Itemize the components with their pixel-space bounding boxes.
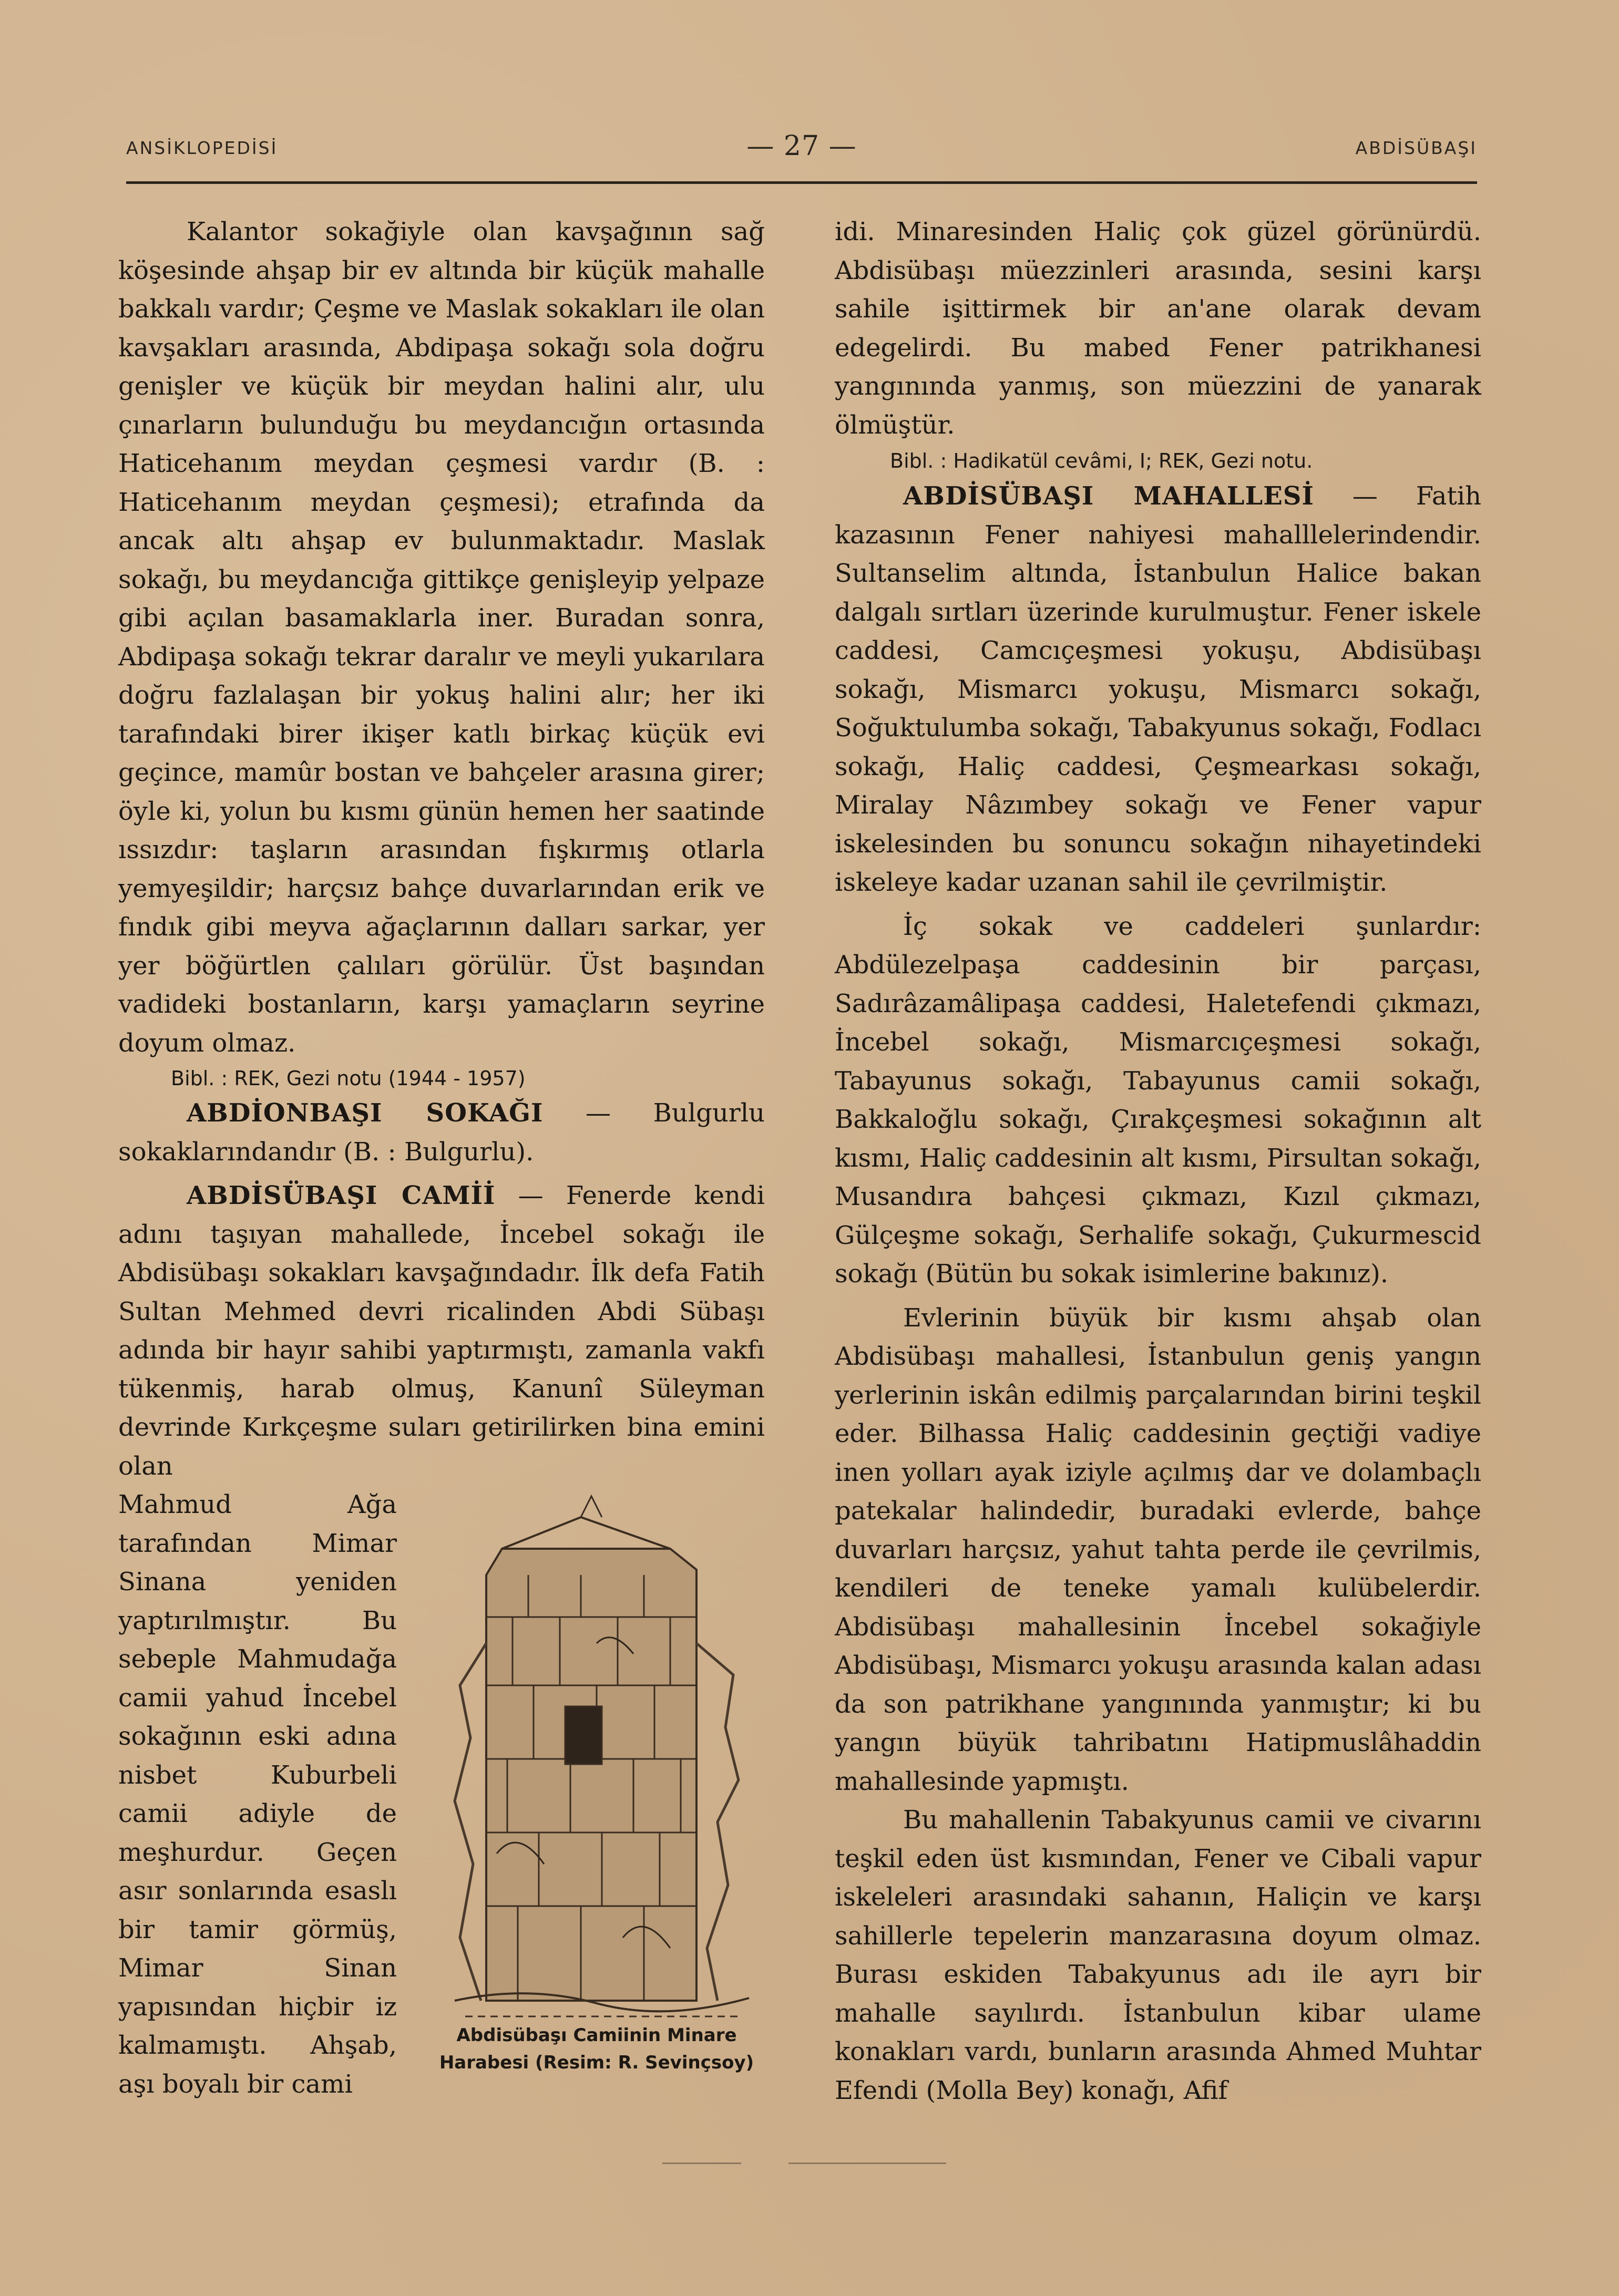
bibliography: Bibl. : Hadikatül cevâmi, I; REK, Gezi notu. [890,449,1313,472]
entry-body: — Fatih kazasının Fener nahiyesi mahalllelerindendir. Sultanselim altında, İstanbulun Halice bakan dalgalı sırtları üzerinde kurulmuştur. Fener iskele caddesi, Camcıçeşmesi yokuşu, Abdisübaşı sokağı, Mismarcı yokuşu, Mismarcı sokağı, Soğuktulumba sokağı, Tabakyunus sokağı, Fodlacı sokağı, Haliç caddesi, Çeşmearkası sokağı, Miralay Nâzımbey sokağı ve Fener vapur iskelesinden bu sonuncu sokağın nihayetindeki iskeleye kadar uzanan sahil ile çevrilmiştir. [835,481,1481,897]
header-left: ANSİKLOPEDİSİ [126,138,278,158]
figure [415,1486,778,2076]
header-right: ABDİSÜBAŞI [1355,138,1477,158]
bottom-mark [788,2163,946,2164]
entry-body: — Fenerde kendi adını taşıyan mahallede, İncebel sokağı ile Abdisübaşı sokakları kavşağındadır. İlk defa Fatih Sultan Mehmed devri ricalinden Abdi Sübaşı adında bir hayır sahibi yaptırmıştı, zamanla vakfı tükenmiş, harab olmuş, Kanunî Süleyman devrinde Kırkçeşme suları getirilirken bina emini olan [118,1181,765,1481]
entry-headword: ABDİSÜBAŞI MAHALLESİ [903,481,1314,511]
minaret-ruin-illustration [423,1486,770,2032]
entry-abdisubasi-camii [118,1177,765,1486]
entry-body: — Bulgurlu sokaklarındandır (B. : Bulgurlu). [118,1098,765,1167]
header-rule [126,181,1477,184]
bibliography: Bibl. : REK, Gezi notu (1944 - 1957) [171,1067,526,1090]
entry-headword: ABDİSÜBAŞI CAMİİ [187,1181,496,1210]
figure-caption: Abdisübaşı Camiinin Minare Harabesi (Resim: R. Sevinçsoy) [439,2025,754,2073]
paragraph-kalantor: Kalantor sokağiyle olan kavşağının sağ köşesinde ahşap bir ev altında bir küçük mahalle bakkalı vardır; Çeşme ve Maslak sokakları ile olan kavşakları arasında, Abdipaşa sokağı sola doğru genişler ve küçük bir meydan halini alır, ulu çınarların bulunduğu bu meydancığın ortasında Haticehanım meydan çeşmesi vardır (B. : Haticehanım meydan çeşmesi); etrafında da ancak altı ahşap ev bulunmaktadır. Maslak sokağı, bu meydancığa gittikçe genişleyip yelpaze gibi açılan basamaklarla iner. Buradan sonra, Abdipaşa sokağı tekrar daralır ve meyli yukarılara doğru fazlalaşan bir yokuş halini alır; her iki tarafındaki birer ikişer katlı birkaç küçük evi geçince, mamûr bostan ve bahçeler arasına girer; öyle ki, yolun bu kısmı günün hemen her saatinde ıssızdır: taşların arasından fışkırmış otlarla yemyeşildir; harçsız bahçe duvarlarından erik ve fındık gibi meyva ağaçlarının dalları sarkar, yer yer böğürtlen çalıları görülür. Üst başından vadideki bostanların, karşı yamaçların seyrine doyum olmaz. [118,217,765,1058]
right-column [835,213,1481,2110]
running-head [126,130,1477,174]
entry-abdisubasi-mahallesi [835,477,1481,902]
figure-block [118,1486,765,2104]
page-number: — 27 — [746,130,857,162]
paragraph-houses: Evlerinin büyük bir kısmı ahşab olan Abdisübaşı mahallesi, İstanbulun geniş yangın yerlerinin iskân edilmiş parçalarından birini teşkil eder. Bilhassa Haliç caddesinin geçtiği vadiye inen yolları ayak iziyle açılmış dar ve dolambaçlı patekalar halindedir, buradaki evlerde, bahçe duvarları harçsız, yahut tahta perde ile çevrilmis, kendileri de teneke yamalı kulübelerdir. Abdisübaşı mahallesinin İncebel sokağiyle Abdisübaşı, Mismarcı yokuşu arasında kalan adası da son patrikhane yangınında yanmıştır; ki bu yangın büyük tahribatını Hatipmuslâhaddin mahallesinde yapmıştı. [835,1303,1481,1796]
paragraph-streets: İç sokak ve caddeleri şunlardır: Abdülezelpaşa caddesinin bir parçası, Sadırâzamâlipaşa caddesi, Haletefendi çıkmazı, İncebel sokağı, Mismarcıçeşmesi sokağı, Tabayunus sokağı, Tabayunus camii sokağı, Bakkaloğlu sokağı, Çırakçeşmesi sokağının alt kısmı, Haliç caddesinin alt kısmı, Pirsultan sokağı, Musandıra bahçesi çıkmazı, Kızıl çıkmazı, Gülçeşme sokağı, Serhalife sokağı, Çukurmescid sokağı (Bütün bu sokak isimlerine bakınız). [835,911,1481,1289]
entry-abdionbasi [118,1094,765,1171]
bottom-mark [662,2163,741,2164]
entry-headword: ABDİONBAŞI SOKAĞI [187,1098,544,1128]
left-column [118,213,765,2104]
paragraph-view: Bu mahallenin Tabakyunus camii ve civarını teşkil eden üst kısmından, Fener ve Cibali vapur iskeleleri arasındaki sahanın, Haliçin ve karşı sahillerle tepelerin manzarasına doyum olmaz. Burası eskiden Tabakyunus adı ile ayrı bir mahalle sayılırdı. İstanbulun kibar ulame konakları vardı, bunların arasında Ahmed Muhtar Efendi (Molla Bey) konağı, Afif [835,1805,1481,2105]
paragraph-continued: idi. Minaresinden Haliç çok güzel görünürdü. Abdisübaşı müezzinleri arasında, sesini karşı sahile işittirmek bir an'ane olarak devam edegelirdi. Bu mabed Fener patrikhanesi yangınında yanmış, son müezzini de yanarak ölmüştür. [835,217,1481,440]
figure-wrapped-text: Mahmud Ağa tarafından Mimar Sinana yeniden yaptırılmıştır. Bu sebeple Mahmudağa camii yahud İncebel sokağının eski adına nisbet Kuburbeli camii adiyle de meşhurdur. Geçen asır sonlarında esaslı bir tamir görmüş, Mimar Sinan yapısından hiçbir iz kalmamıştı. Ahşab, aşı boyalı bir cami [118,1490,397,2099]
